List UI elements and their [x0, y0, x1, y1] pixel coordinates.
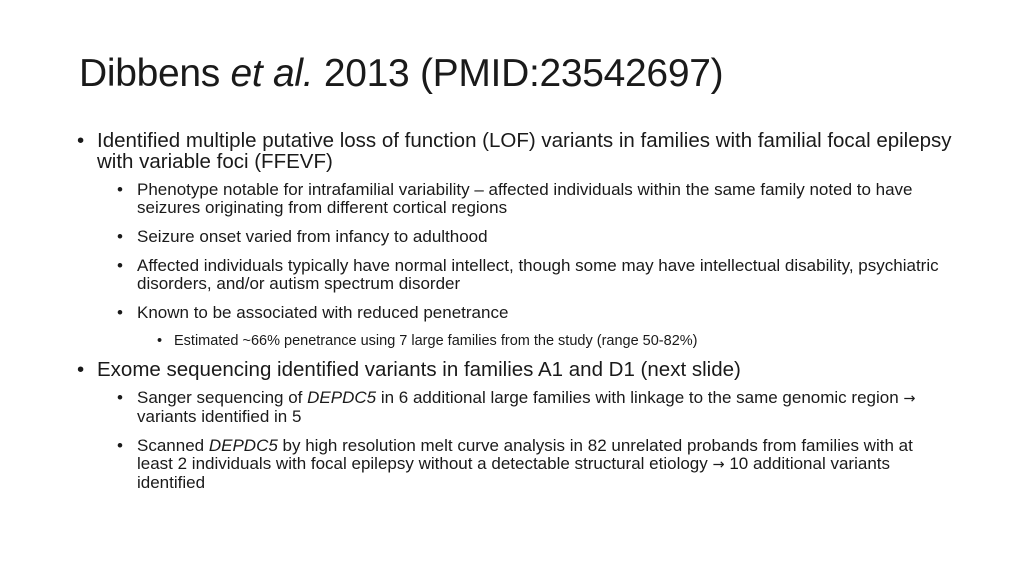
bullet-list: [0, 130, 1024, 492]
slide-title: [79, 48, 723, 100]
bullet-dot-icon: •: [117, 227, 123, 246]
sub-bullet-text: Phenotype notable for intrafamilial variability – affected individuals within the same family noted to have seizures originating from different cortical regions: [137, 180, 913, 217]
sub-sub-bullet-item: [157, 333, 954, 350]
arrow-right-icon: →: [712, 457, 725, 473]
sub-bullet-item: [117, 227, 947, 246]
bullet-item: [77, 358, 952, 381]
title-author: Dibbens: [79, 52, 220, 95]
bullet-dot-icon: •: [157, 333, 163, 349]
sub-bullet-item: [117, 256, 947, 293]
bullet-text: Exome sequencing identified variants in families A1 and D1 (next slide): [97, 358, 741, 381]
bullet-dot-icon: •: [117, 303, 123, 322]
text-segment: variants identified in 5: [137, 407, 302, 426]
text-segment: 10 additional variants identified: [137, 454, 890, 492]
sub-bullet-item: [117, 388, 947, 426]
bullet-item: [77, 129, 952, 173]
text-segment: Scanned: [137, 436, 209, 455]
slide-content: [0, 130, 1024, 503]
bullet-dot-icon: •: [117, 388, 123, 407]
bullet-dot-icon: •: [117, 256, 123, 275]
title-citation: 2013 (PMID:23542697): [323, 52, 724, 95]
sub-bullet-item: [117, 180, 947, 217]
bullet-dot-icon: •: [117, 180, 123, 199]
sub-bullet-text: [137, 436, 913, 492]
text-segment: by high resolution melt curve analysis in 82 unrelated probands from families with at least 2 individuals with focal epilepsy without a detectable structural etiology: [137, 436, 913, 473]
text-segment: in 6 additional large families with linkage to the same genomic region: [376, 388, 904, 407]
bullet-dot-icon: •: [77, 129, 85, 152]
bullet-dot-icon: •: [77, 358, 85, 381]
sub-bullet-text: Known to be associated with reduced penetrance: [137, 303, 509, 322]
bullet-dot-icon: •: [117, 436, 123, 455]
sub-bullet-item: [117, 436, 947, 492]
sub-bullet-text: [137, 388, 916, 426]
bullet-text: Identified multiple putative loss of function (LOF) variants in families with familial focal epilepsy with variable foci (FFEVF): [97, 129, 952, 173]
sub-sub-bullet-text: Estimated ~66% penetrance using 7 large families from the study (range 50-82%): [174, 333, 698, 349]
arrow-right-icon: →: [903, 391, 916, 407]
sub-bullet-item: [117, 303, 947, 322]
gene-name: DEPDC5: [307, 388, 377, 407]
sub-bullet-text: Seizure onset varied from infancy to adulthood: [137, 227, 488, 246]
title-etal: et al.: [230, 52, 314, 95]
gene-name: DEPDC5: [208, 436, 278, 455]
sub-bullet-text: Affected individuals typically have normal intellect, though some may have intellectual disability, psychiatric disorders, and/or autism spectrum disorder: [137, 256, 939, 293]
text-segment: Sanger sequencing of: [137, 388, 308, 407]
